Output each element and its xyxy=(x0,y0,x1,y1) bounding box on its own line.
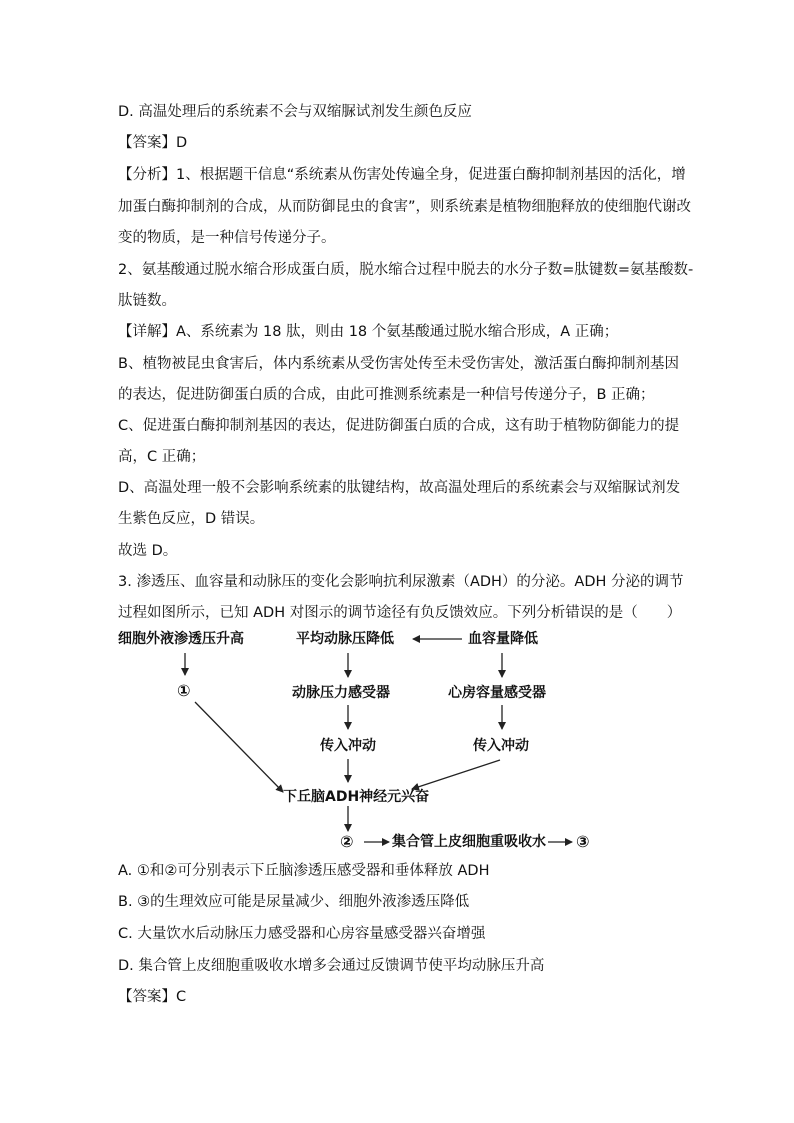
detail-line-3: 的表达，促进防御蛋白质的合成，由此可推测系统素是一种信号传递分子，B 正确； xyxy=(118,387,655,403)
option-a: A. ①和②可分别表示下丘脑渗透压感受器和垂体释放 ADH xyxy=(118,863,490,879)
adh-regulation-diagram xyxy=(110,626,630,862)
conclusion-line: 故选 D。 xyxy=(118,543,178,559)
option-c: C. 大量饮水后动脉压力感受器和心房容量感受器兴奋增强 xyxy=(118,926,486,942)
node-blood-volume-drop: 血容量降低 xyxy=(468,631,538,647)
detail-line-5: 高，C 正确； xyxy=(118,449,206,465)
question-3-line-1: 3. 渗透压、血容量和动脉压的变化会影响抗利尿激素（ADH）的分泌。ADH 分泌的调节 xyxy=(118,574,684,590)
answer-prev-question: 【答案】D xyxy=(118,135,188,151)
analysis-line-4: 2、氨基酸通过脱水缩合形成蛋白质，脱水缩合过程中脱去的水分子数=肽键数=氨基酸数- xyxy=(118,262,694,278)
option-b: B. ③的生理效应可能是尿量减少、细胞外液渗透压降低 xyxy=(118,894,470,910)
node-afferent-right: 传入冲动 xyxy=(473,738,529,754)
arrow-1-to-hypothalamus xyxy=(195,702,283,792)
detail-line-1: 【详解】A、系统素为 18 肽，则由 18 个氨基酸通过脱水缩合形成，A 正确； xyxy=(118,324,619,340)
option-d-prev-question: D. 高温处理后的系统素不会与双缩脲试剂发生颜色反应 xyxy=(118,104,472,120)
arrow-afferent-right-to-hypothalamus xyxy=(412,760,500,789)
analysis-line-1: 【分析】1、根据题干信息“系统素从伤害处传遍全身，促进蛋白酶抑制剂基因的活化，增 xyxy=(118,167,686,183)
node-reabsorb-water: 集合管上皮细胞重吸收水 xyxy=(392,834,546,850)
node-circle-1: ① xyxy=(177,681,191,700)
node-hypothalamus-adh: 下丘脑ADH神经元兴奋 xyxy=(283,789,430,805)
detail-line-4: C、促进蛋白酶抑制剂基因的表达，促进防御蛋白质的合成，这有助于植物防御能力的提 xyxy=(118,418,680,434)
analysis-line-3: 变的物质，是一种信号传递分子。 xyxy=(118,230,336,246)
answer-question-3: 【答案】C xyxy=(118,989,187,1005)
node-atrial-receptor: 心房容量感受器 xyxy=(448,685,546,701)
detail-line-2: B、植物被昆虫食害后，体内系统素从受伤害处传至未受伤害处，激活蛋白酶抑制剂基因 xyxy=(118,356,679,372)
node-baroreceptor: 动脉压力感受器 xyxy=(292,685,390,701)
node-afferent-left: 传入冲动 xyxy=(320,738,376,754)
node-circle-3: ③ xyxy=(576,832,590,851)
option-d: D. 集合管上皮细胞重吸收水增多会通过反馈调节使平均动脉压升高 xyxy=(118,958,545,974)
analysis-line-2: 加蛋白酶抑制剂的合成，从而防御昆虫的食害”，则系统素是植物细胞释放的使细胞代谢改 xyxy=(118,199,692,215)
detail-line-6: D、高温处理一般不会影响系统素的肽键结构，故高温处理后的系统素会与双缩脲试剂发 xyxy=(118,480,681,496)
node-arterial-pressure-drop: 平均动脉压降低 xyxy=(296,631,394,647)
node-circle-2: ② xyxy=(340,832,354,851)
analysis-line-5: 肽链数。 xyxy=(118,293,176,309)
detail-line-7: 生紫色反应，D 错误。 xyxy=(118,511,265,527)
node-osmotic-pressure-rise: 细胞外液渗透压升高 xyxy=(118,631,244,647)
question-3-line-2: 过程如图所示，已知 ADH 对图示的调节途径有负反馈效应。下列分析错误的是（ ） xyxy=(118,605,682,621)
